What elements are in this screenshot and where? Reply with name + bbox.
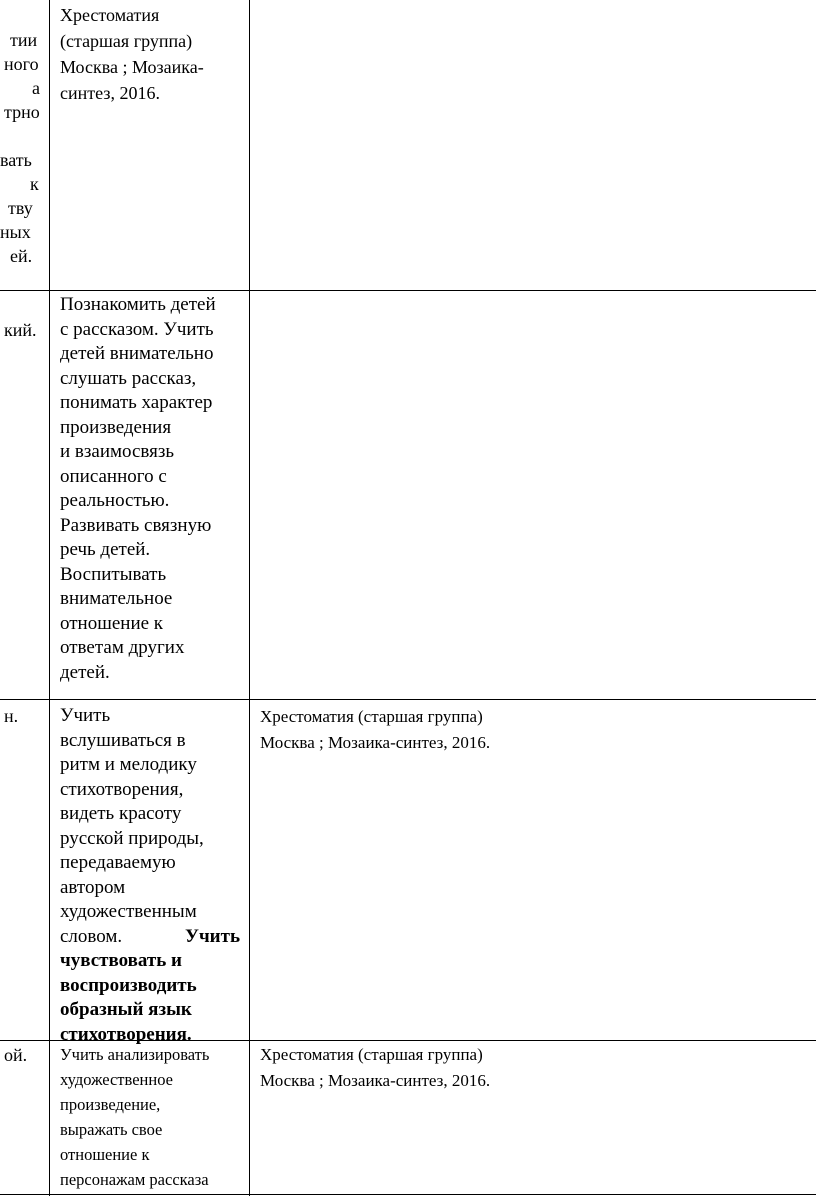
goal-line: Воспитывать bbox=[60, 563, 167, 585]
cut-text-fragment: кий. bbox=[4, 320, 37, 340]
book-reference-cell bbox=[260, 1042, 490, 1094]
goal-line: произведение, bbox=[60, 1095, 161, 1114]
goal-line-bold: чувствовать и bbox=[60, 950, 182, 971]
goal-line: и взаимосвязь bbox=[60, 441, 175, 462]
goal-line: внимательное bbox=[60, 588, 173, 609]
book-line: Хрестоматия bbox=[60, 5, 160, 25]
goal-line: речь детей. bbox=[60, 539, 151, 560]
book-reference-cell bbox=[60, 2, 204, 106]
goal-line: видеть красоту bbox=[60, 803, 182, 824]
goal-line: детей внимательно bbox=[60, 343, 214, 364]
goal-line: понимать характер bbox=[60, 392, 213, 413]
cut-text-fragment: тву bbox=[8, 198, 33, 218]
cut-text-fragment: ных bbox=[0, 222, 31, 242]
cut-text-fragment: вать bbox=[0, 150, 32, 170]
goal-line: Познакомить детей bbox=[60, 294, 216, 315]
goal-line-bold: стихотворения. bbox=[60, 1023, 192, 1045]
goal-line: вслушиваться в bbox=[60, 729, 186, 751]
column-divider-middle bbox=[249, 0, 250, 1196]
cut-text-fragment: а bbox=[32, 78, 40, 98]
goal-line: Развивать связную bbox=[60, 514, 212, 536]
goal-line-bold: воспроизводить bbox=[60, 974, 197, 996]
goal-line: ответам других bbox=[60, 637, 185, 658]
goal-text-plain: словом. bbox=[60, 925, 123, 947]
goal-line: ритм и мелодику bbox=[60, 754, 197, 775]
goal-line: описанного с bbox=[60, 465, 167, 487]
column-divider-left bbox=[49, 0, 50, 1196]
lesson-goal-cell bbox=[60, 704, 240, 1047]
cut-text-fragment: к bbox=[30, 174, 39, 194]
goal-line: отношение к bbox=[60, 1145, 150, 1164]
goal-line: детей. bbox=[60, 661, 110, 683]
cut-text-fragment: трно bbox=[4, 102, 40, 122]
table-bottom-border bbox=[0, 1194, 816, 1195]
book-line: (старшая группа) bbox=[60, 31, 193, 51]
goal-line: отношение к bbox=[60, 612, 164, 634]
goal-line: произведения bbox=[60, 416, 172, 438]
lesson-goal-cell bbox=[60, 1042, 209, 1192]
lesson-goal-cell bbox=[60, 293, 216, 685]
cut-text-fragment: ного bbox=[4, 54, 39, 74]
row-divider-2 bbox=[0, 699, 816, 700]
book-line: Хрестоматия (старшая группа) bbox=[260, 707, 483, 726]
goal-line: выражать свое bbox=[60, 1120, 163, 1139]
cut-text-fragment: н. bbox=[4, 706, 19, 726]
book-line: Москва ; Мозаика-синтез, 2016. bbox=[260, 1071, 491, 1090]
row-divider-1 bbox=[0, 290, 816, 291]
goal-line-bold: образный язык bbox=[60, 999, 192, 1020]
goal-line: русской природы, bbox=[60, 827, 204, 849]
goal-line: художественное bbox=[60, 1070, 173, 1089]
cut-text-fragment: ей. bbox=[10, 246, 33, 266]
goal-line: слушать рассказ, bbox=[60, 367, 197, 389]
goal-line: персонажам рассказа bbox=[60, 1170, 209, 1189]
cut-text-fragment: тии bbox=[10, 30, 38, 50]
goal-line-mixed bbox=[60, 925, 240, 950]
goal-line: Учить bbox=[60, 705, 111, 726]
book-line: Москва ; Мозаика- bbox=[60, 57, 204, 77]
book-reference-cell bbox=[260, 704, 490, 756]
goal-line: автором bbox=[60, 876, 126, 898]
goal-line: Учить анализировать bbox=[60, 1045, 210, 1064]
book-line: Хрестоматия (старшая группа) bbox=[260, 1045, 483, 1064]
book-line: синтез, 2016. bbox=[60, 83, 160, 103]
book-line: Москва ; Мозаика-синтез, 2016. bbox=[260, 733, 491, 752]
goal-line: передаваемую bbox=[60, 852, 176, 873]
goal-line: художественным bbox=[60, 901, 197, 922]
goal-line: стихотворения, bbox=[60, 778, 184, 800]
goal-line: реальностью. bbox=[60, 490, 170, 511]
cut-text-fragment: ой. bbox=[4, 1045, 28, 1065]
goal-line: с рассказом. Учить bbox=[60, 318, 214, 340]
goal-text-bold: Учить bbox=[185, 925, 240, 947]
